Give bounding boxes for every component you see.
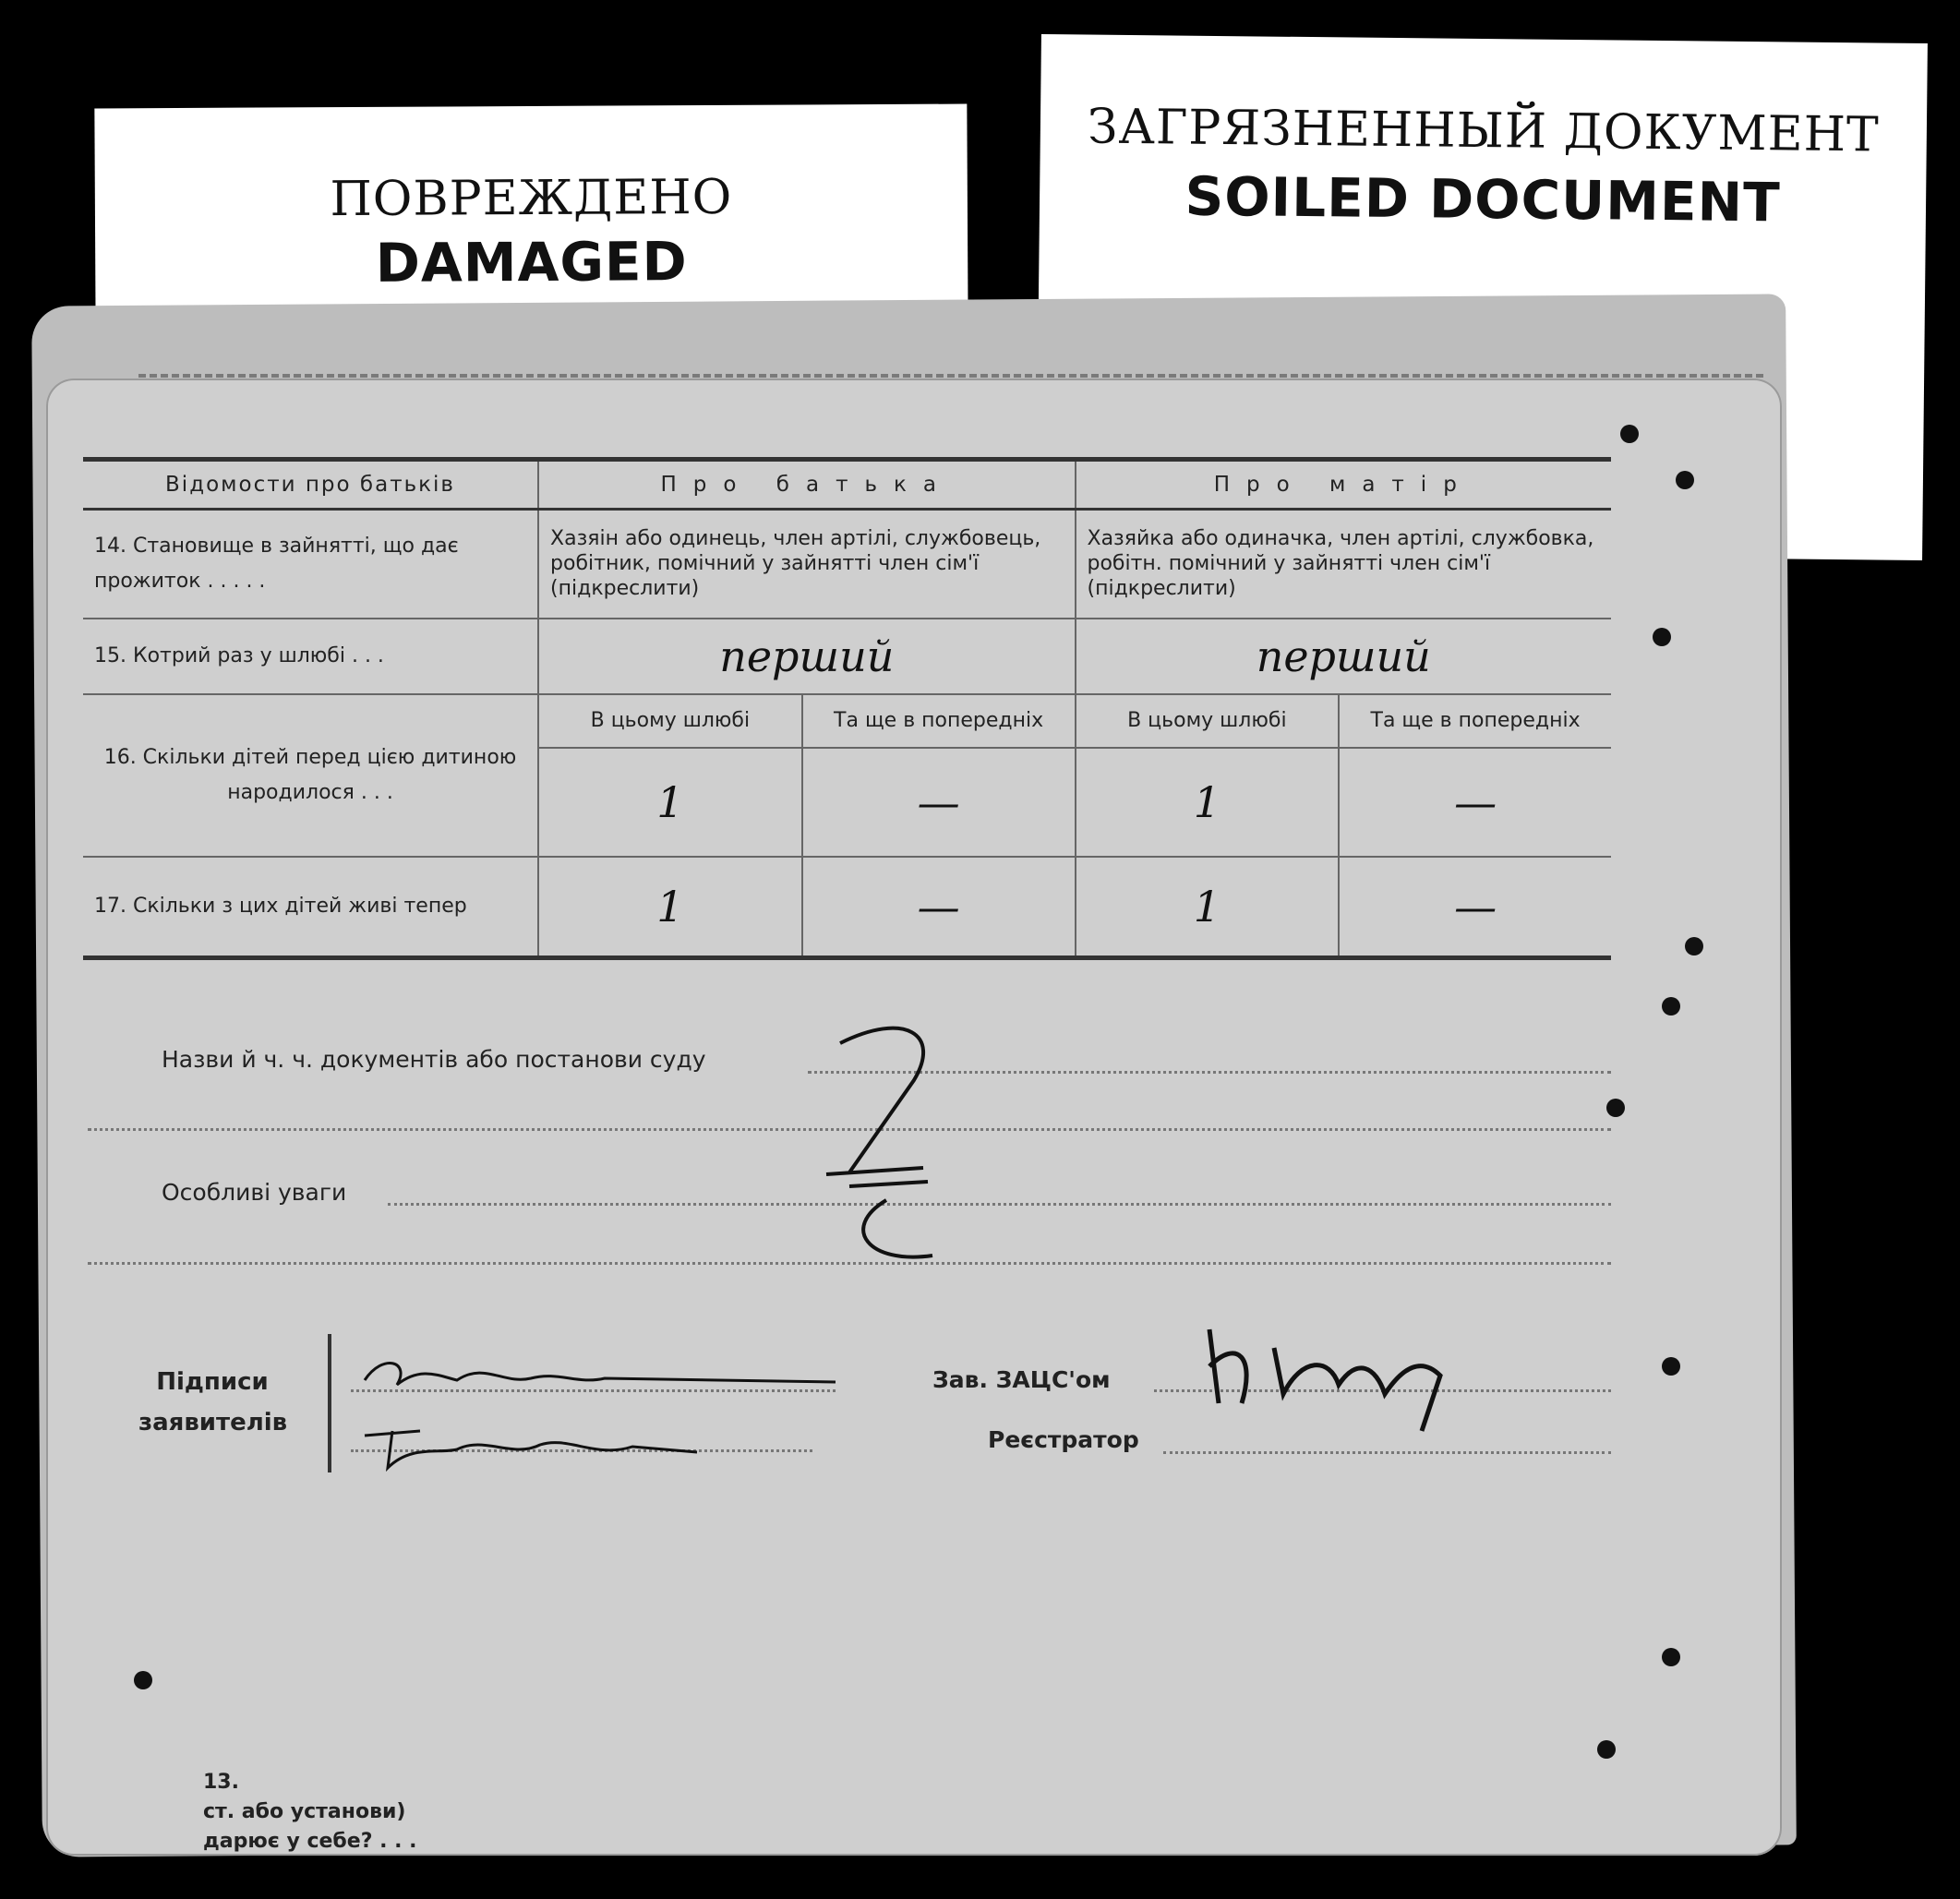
children-alive-father-prev: — — [802, 857, 1076, 958]
signature-brace — [328, 1334, 352, 1472]
punch-hole — [1662, 1648, 1680, 1666]
sub-father-previous: Та ще в попередніх — [802, 694, 1076, 748]
sub-mother-previous: Та ще в попередніх — [1339, 694, 1611, 748]
punch-hole — [1676, 471, 1694, 489]
registrar-line — [1163, 1451, 1611, 1454]
punch-hole — [1620, 425, 1639, 443]
children-alive-mother-this: 1 — [1076, 857, 1340, 958]
father-marriage-count: перший — [538, 619, 1075, 694]
children-alive-father-this: 1 — [538, 857, 802, 958]
table-header-row — [83, 460, 1611, 510]
punch-hole — [1597, 1740, 1616, 1759]
form-table — [83, 457, 1611, 960]
punch-hole — [134, 1671, 152, 1689]
mother-marriage-count: перший — [1076, 619, 1612, 694]
mother-occupation: Хазяйка або одиначка, член артілі, службовка, робітн. помічний у зайнятті член сім'ї (підкреслити) — [1076, 510, 1612, 619]
punch-hole — [1662, 1357, 1680, 1376]
children-born-mother-prev: — — [1339, 748, 1611, 857]
header-parents: Відомости про батьків — [83, 460, 538, 510]
question-16: 16. Скільки дітей перед цією дитиною народилося . . . — [83, 694, 538, 857]
table-row — [83, 619, 1611, 694]
damaged-label-ru: ПОВРЕЖДЕНО — [330, 169, 733, 228]
registrar-label: Реєстратор — [988, 1426, 1139, 1453]
children-alive-mother-prev: — — [1339, 857, 1611, 958]
remarks-label: Особливі уваги — [162, 1179, 347, 1206]
table-subheader-row — [83, 694, 1611, 748]
punch-hole — [1662, 997, 1680, 1016]
remarks-line — [388, 1203, 1611, 1206]
sub-mother-this: В цьому шлюбі — [1076, 694, 1340, 748]
punch-hole — [1685, 937, 1703, 956]
documents-label: Назви й ч. ч. документів або постанови суду — [162, 1046, 706, 1073]
table-row — [83, 857, 1611, 958]
header-father: Про батька — [538, 460, 1075, 510]
question-13-number: 13. — [203, 1771, 239, 1794]
question-15: 15. Котрий раз у шлюбі . . . — [83, 619, 538, 694]
children-born-father-prev: — — [802, 748, 1076, 857]
question-17: 17. Скільки з цих дітей живі тепер — [83, 857, 538, 958]
children-born-mother-this: 1 — [1076, 748, 1340, 857]
question-13-line-1: ст. або установи) — [203, 1800, 406, 1823]
soiled-label-en: SOILED DOCUMENT — [1184, 164, 1782, 234]
head-signature — [1191, 1302, 1468, 1449]
damaged-label-en: DAMAGED — [375, 230, 688, 294]
question-13-line-2: дарює у себе? . . . — [203, 1830, 417, 1853]
children-born-father-this: 1 — [538, 748, 802, 857]
header-mother: Про матір — [1076, 460, 1612, 510]
sub-father-this: В цьому шлюбі — [538, 694, 802, 748]
punch-hole — [1653, 628, 1671, 646]
dash-out-mark — [822, 1016, 979, 1265]
perforation-line — [138, 374, 1763, 378]
table-row — [83, 510, 1611, 619]
punch-hole — [1606, 1099, 1625, 1117]
question-14: 14. Становище в зайнятті, що дає прожиток . . . . . — [83, 510, 538, 619]
soiled-label-ru: ЗАГРЯЗНЕННЫЙ ДОКУМЕНТ — [1087, 99, 1880, 163]
signatures-label: Підписи заявителів — [138, 1368, 288, 1436]
father-occupation: Хазяін або одинець, член артілі, службовець, робітник, помічний у зайнятті член сім'ї (підкреслити) — [538, 510, 1075, 619]
underlying-form-fragment — [203, 1768, 417, 1857]
applicant-signatures — [355, 1343, 854, 1482]
head-label: Зав. ЗАЦС'ом — [932, 1366, 1111, 1393]
